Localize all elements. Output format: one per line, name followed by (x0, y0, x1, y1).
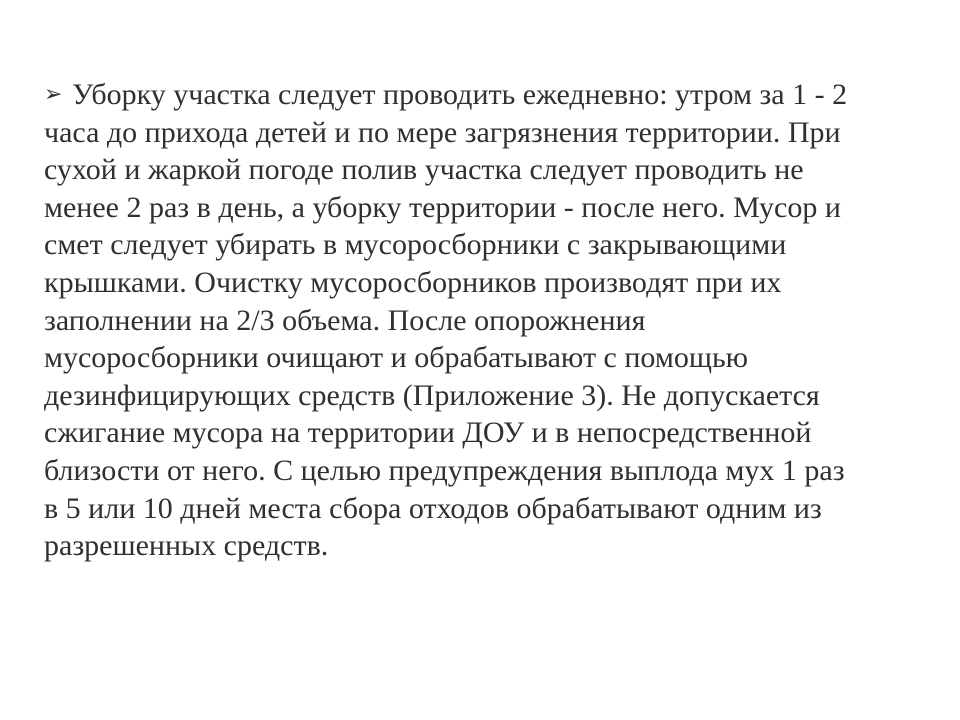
paragraph-line: разрешенных средств. (44, 529, 329, 563)
paragraph-line: сжигание мусора на территории ДОУ и в непосредственной (44, 416, 812, 450)
paragraph-line: дезинфицирующих средств (Приложение 3). Не допускается (44, 378, 820, 412)
paragraph-line: близости от него. С целью предупреждения выплода мух 1 раз (44, 453, 845, 487)
paragraph-line: заполнении на 2/3 объема. После опорожнения (44, 303, 646, 337)
paragraph-line: крышками. Очистку мусоросборников производят при их (44, 265, 782, 299)
arrow-bullet-icon: ➢ (44, 82, 63, 107)
paragraph-line (44, 76, 924, 114)
paragraph-line: сухой и жаркой погоде полив участка следует проводить не (44, 153, 804, 187)
paragraph-line: в 5 или 10 дней места сбора отходов обрабатывают одним из (44, 491, 822, 525)
bullet-paragraph (44, 76, 924, 565)
paragraph-line: смет следует убирать в мусоросборники с закрывающими (44, 228, 787, 262)
paragraph-line: часа до прихода детей и по мере загрязнения территории. При (44, 115, 841, 149)
paragraph-line-text: Уборку участка следует проводить ежедневно: утром за 1 - 2 (72, 78, 848, 111)
paragraph-line: менее 2 раз в день, а уборку территории - после него. Мусор и (44, 190, 841, 224)
paragraph-line: мусоросборники очищают и обрабатывают с помощью (44, 341, 749, 375)
